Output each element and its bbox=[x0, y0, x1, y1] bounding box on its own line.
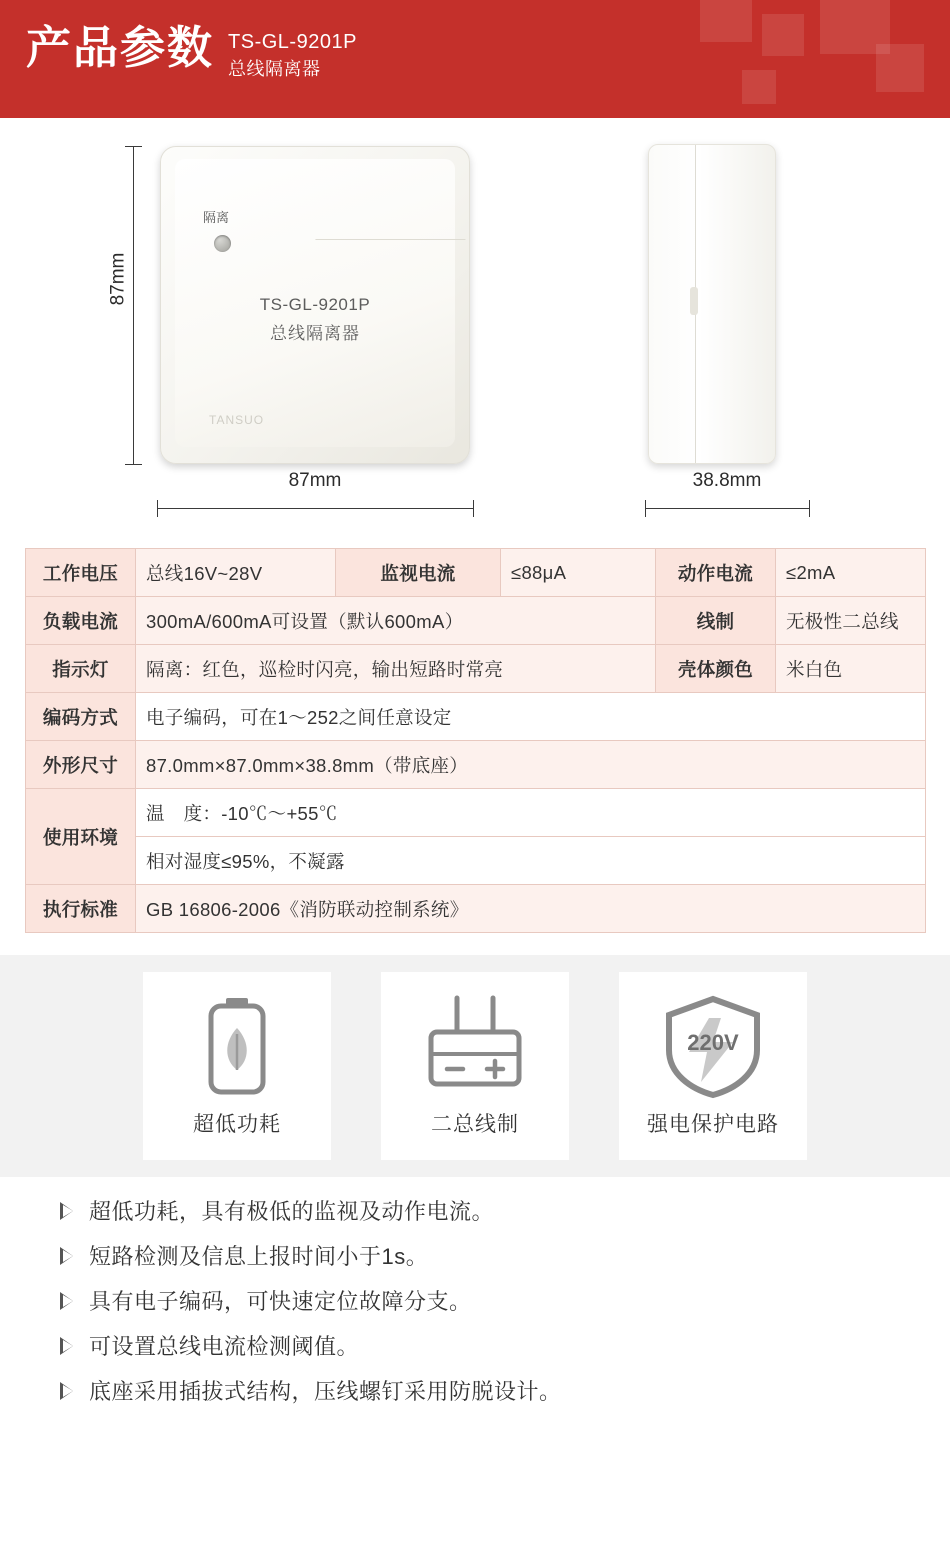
bullet-text: 底座采用插拔式结构，压线螺钉采用防脱设计。 bbox=[89, 1379, 562, 1404]
width-dimension-cap-left bbox=[157, 500, 158, 517]
depth-dimension-cap-left bbox=[645, 500, 646, 517]
feature-cards bbox=[0, 955, 950, 1177]
table-row bbox=[26, 741, 926, 789]
spec-key: 动作电流 bbox=[656, 549, 776, 597]
spec-value: 总线16V~28V bbox=[136, 549, 336, 597]
feature-bullet-list bbox=[0, 1195, 950, 1406]
device-led-indicator bbox=[214, 235, 231, 252]
feature-card-two-wire bbox=[381, 972, 569, 1160]
device-model-text: TS-GL-9201P bbox=[259, 295, 371, 314]
spec-table-wrapper bbox=[25, 548, 925, 933]
triangle-bullet-icon bbox=[60, 1292, 73, 1310]
table-row bbox=[26, 549, 926, 597]
spec-key: 外形尺寸 bbox=[26, 741, 136, 789]
width-dimension-line bbox=[157, 508, 473, 509]
height-dimension-cap-bottom bbox=[125, 464, 142, 465]
spec-value: 300mA/600mA可设置（默认600mA） bbox=[136, 597, 656, 645]
spec-value: 相对湿度≤95%，不凝露 bbox=[136, 837, 926, 885]
product-name: 总线隔离器 bbox=[228, 59, 321, 79]
spec-key: 工作电压 bbox=[26, 549, 136, 597]
width-dimension-label: 87mm bbox=[288, 470, 342, 491]
spec-key: 执行标准 bbox=[26, 885, 136, 933]
feature-card-low-power bbox=[143, 972, 331, 1160]
device-side-view bbox=[648, 144, 776, 464]
spec-value: ≤88μA bbox=[501, 549, 656, 597]
spec-table bbox=[25, 548, 926, 933]
spec-value: 电子编码，可在1～252之间任意设定 bbox=[136, 693, 926, 741]
feature-label: 二总线制 bbox=[431, 1113, 519, 1136]
page-title: 产品参数 bbox=[26, 22, 215, 73]
header-subtitle-group bbox=[228, 28, 357, 82]
triangle-bullet-icon bbox=[60, 1202, 73, 1220]
list-item bbox=[60, 1285, 950, 1316]
device-name-text: 总线隔离器 bbox=[270, 324, 360, 343]
spec-key: 指示灯 bbox=[26, 645, 136, 693]
depth-dimension-line bbox=[645, 508, 809, 509]
list-item bbox=[60, 1330, 950, 1361]
height-dimension-cap-top bbox=[125, 146, 142, 147]
table-row bbox=[26, 645, 926, 693]
bullet-text: 具有电子编码，可快速定位故障分支。 bbox=[89, 1289, 472, 1314]
height-dimension-line bbox=[133, 146, 134, 464]
spec-value: 温 度：-10℃～+55℃ bbox=[136, 789, 926, 837]
spec-key: 监视电流 bbox=[336, 549, 501, 597]
brand-logo: TANSUO bbox=[209, 413, 265, 427]
spec-key: 线制 bbox=[656, 597, 776, 645]
spec-key: 负载电流 bbox=[26, 597, 136, 645]
bullet-text: 超低功耗，具有极低的监视及动作电流。 bbox=[89, 1199, 495, 1224]
spec-value: 米白色 bbox=[776, 645, 926, 693]
spec-key: 壳体颜色 bbox=[656, 645, 776, 693]
triangle-bullet-icon bbox=[60, 1247, 73, 1265]
depth-dimension-cap-right bbox=[809, 500, 810, 517]
shield-220v-icon bbox=[619, 994, 807, 1100]
two-wire-bus-icon bbox=[381, 994, 569, 1098]
bullet-text: 可设置总线电流检测阈值。 bbox=[89, 1334, 360, 1359]
product-model: TS-GL-9201P bbox=[228, 31, 357, 53]
list-item bbox=[60, 1375, 950, 1406]
table-row bbox=[26, 837, 926, 885]
feature-card-surge-protection bbox=[619, 972, 807, 1160]
device-indicator-label: 隔离 bbox=[203, 210, 230, 225]
spec-value: 87.0mm×87.0mm×38.8mm（带底座） bbox=[136, 741, 926, 789]
device-front-view bbox=[160, 146, 470, 464]
table-row bbox=[26, 693, 926, 741]
table-row bbox=[26, 885, 926, 933]
feature-label: 超低功耗 bbox=[193, 1113, 281, 1136]
table-row bbox=[26, 789, 926, 837]
spec-key: 编码方式 bbox=[26, 693, 136, 741]
triangle-bullet-icon bbox=[60, 1337, 73, 1355]
battery-leaf-icon bbox=[143, 994, 331, 1098]
list-item bbox=[60, 1195, 950, 1226]
spec-value: 无极性二总线 bbox=[776, 597, 926, 645]
spec-key: 使用环境 bbox=[26, 789, 136, 885]
list-item bbox=[60, 1240, 950, 1271]
spec-value: ≤2mA bbox=[776, 549, 926, 597]
spec-value: 隔离：红色，巡检时闪亮，输出短路时常亮 bbox=[136, 645, 656, 693]
depth-dimension-label: 38.8mm bbox=[692, 470, 762, 491]
product-image-area bbox=[0, 118, 950, 548]
width-dimension-cap-right bbox=[473, 500, 474, 517]
surge-voltage-badge: 220V bbox=[687, 1030, 739, 1055]
bullet-text: 短路检测及信息上报时间小于1s。 bbox=[89, 1244, 429, 1269]
device-side-notch bbox=[690, 287, 698, 315]
spec-value: GB 16806-2006《消防联动控制系统》 bbox=[136, 885, 926, 933]
triangle-bullet-icon bbox=[60, 1382, 73, 1400]
table-row bbox=[26, 597, 926, 645]
height-dimension-label: 87mm bbox=[107, 252, 129, 306]
feature-label: 强电保护电路 bbox=[647, 1113, 779, 1136]
page-header bbox=[0, 0, 950, 118]
device-bevel-line bbox=[286, 239, 466, 277]
